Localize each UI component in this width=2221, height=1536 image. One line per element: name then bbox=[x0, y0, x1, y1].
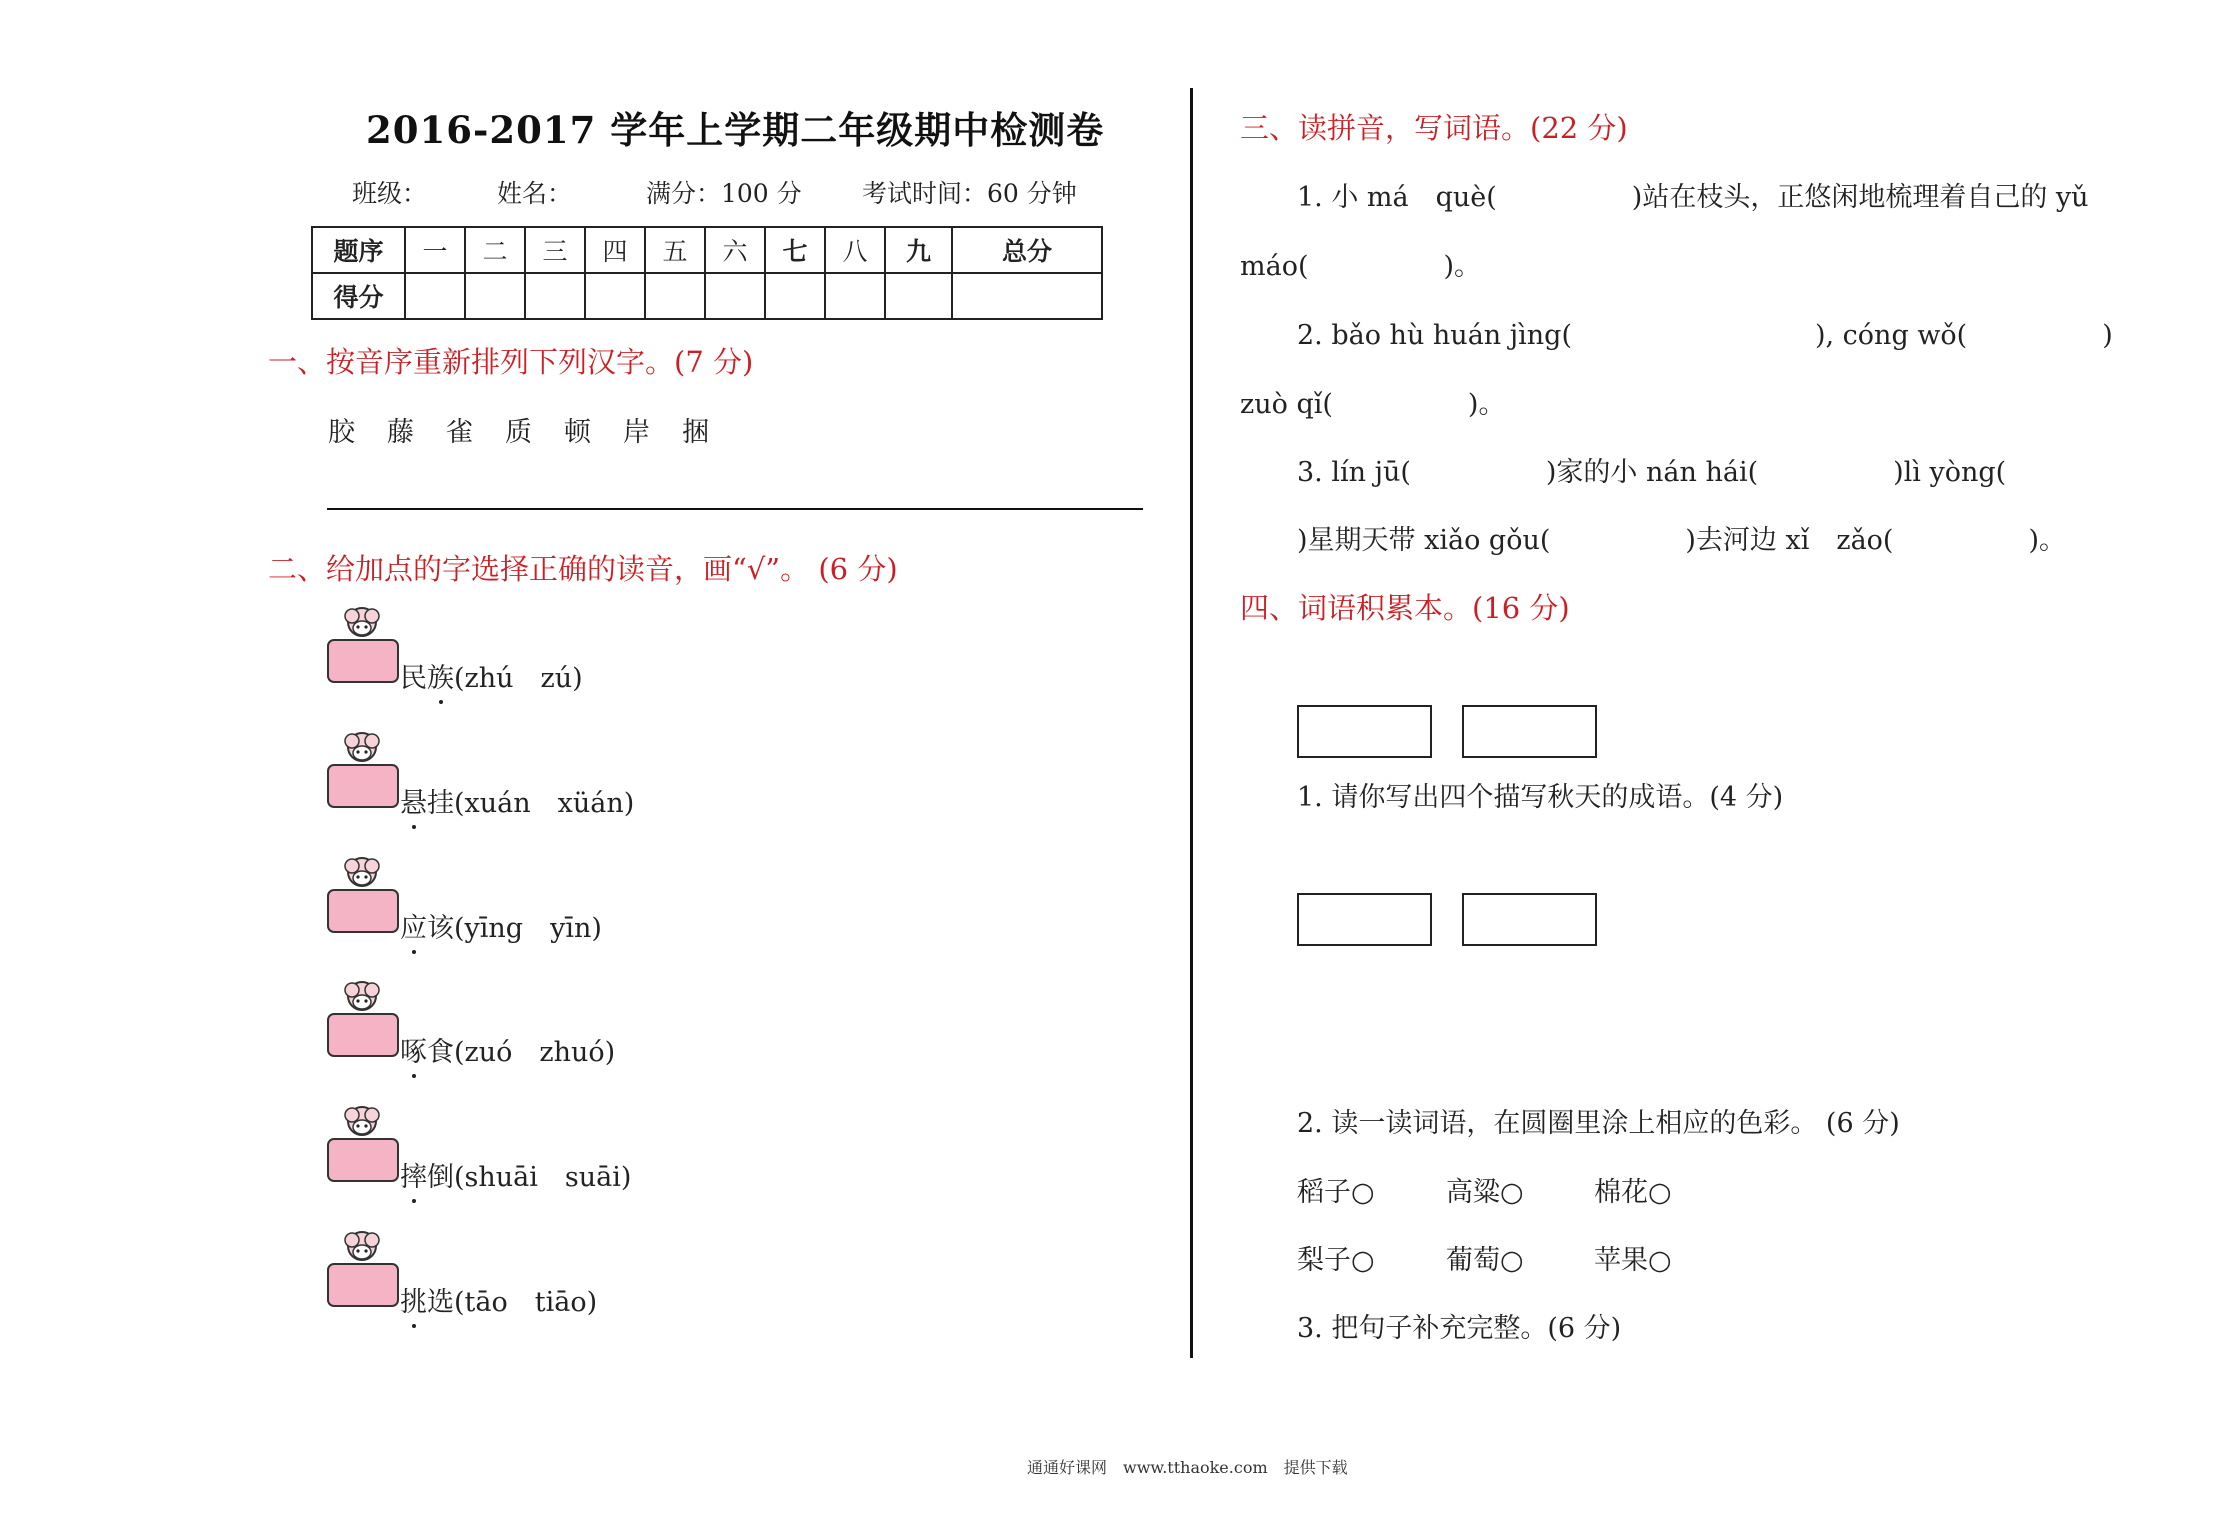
char-after: 选 bbox=[427, 1287, 454, 1318]
char-after: 挂 bbox=[427, 788, 454, 819]
sheep-sign-icon bbox=[326, 1105, 400, 1185]
pinyin-item bbox=[400, 656, 583, 695]
pinyin-item bbox=[400, 1030, 615, 1069]
score-table-row-score bbox=[312, 273, 1102, 319]
section1-chars bbox=[328, 410, 741, 449]
score-cell[interactable] bbox=[645, 273, 705, 319]
pinyin-options[interactable]: (zhú zú) bbox=[454, 663, 583, 694]
footer-text: 通通好课网 www.tthaoke.com 提供下载 bbox=[1027, 1458, 1348, 1477]
section1-heading: 一、按音序重新排列下列汉字。(7 分) bbox=[268, 345, 754, 379]
idiom-box[interactable] bbox=[1297, 705, 1432, 758]
idiom-box[interactable] bbox=[1462, 893, 1597, 946]
pinyin-options[interactable]: (shuāi suāi) bbox=[454, 1162, 632, 1193]
dotted-char: 挑 bbox=[400, 1280, 427, 1319]
score-cell[interactable] bbox=[705, 273, 765, 319]
dotted-char: 应 bbox=[400, 906, 427, 945]
word-item[interactable]: 高粱○ bbox=[1446, 1177, 1524, 1208]
score-cell-total[interactable] bbox=[952, 273, 1102, 319]
exam-time: 考试时间：60 分钟 bbox=[862, 179, 1077, 208]
char-before: 民 bbox=[400, 663, 427, 694]
pinyin-options[interactable]: (zuó zhuó) bbox=[454, 1037, 616, 1068]
word-item[interactable]: 葡萄○ bbox=[1446, 1245, 1524, 1276]
score-cell[interactable] bbox=[585, 273, 645, 319]
sheep-sign-icon bbox=[326, 1230, 400, 1310]
section3-line-1[interactable]: 1. 小 má què( )站在枝头，正悠闲地梳理着自己的 yǔ bbox=[1297, 182, 2089, 213]
score-cell[interactable] bbox=[765, 273, 825, 319]
section3-line-3[interactable]: 2. bǎo hù huán jìng( ), cóng wǒ( ) bbox=[1297, 320, 2113, 351]
col-4: 四 bbox=[585, 227, 645, 273]
sheep-sign-icon bbox=[326, 731, 400, 811]
pinyin-options[interactable]: (xuán xüán) bbox=[454, 788, 635, 819]
section4-question-2: 2. 读一读词语，在圆圈里涂上相应的色彩。 (6 分) bbox=[1297, 1108, 1900, 1139]
section2-heading: 二、给加点的字选择正确的读音，画“√”。 (6 分) bbox=[268, 552, 898, 586]
score-cell[interactable] bbox=[885, 273, 952, 319]
dotted-char: 摔 bbox=[400, 1155, 427, 1194]
char-item: 雀 bbox=[446, 417, 473, 448]
char-item: 藤 bbox=[387, 417, 414, 448]
page-title: 2016-2017 学年上学期二年级期中检测卷 bbox=[366, 108, 1105, 152]
idiom-box[interactable] bbox=[1462, 705, 1597, 758]
pinyin-options[interactable]: (yīng yīn) bbox=[454, 913, 602, 944]
col-7: 七 bbox=[765, 227, 825, 273]
dotted-char: 悬 bbox=[400, 781, 427, 820]
word-item[interactable]: 苹果○ bbox=[1594, 1245, 1672, 1276]
pinyin-item bbox=[400, 1280, 597, 1319]
col-8: 八 bbox=[825, 227, 885, 273]
class-label: 班级： bbox=[352, 179, 428, 208]
score-table bbox=[311, 226, 1103, 320]
col-9: 九 bbox=[885, 227, 952, 273]
pinyin-item bbox=[400, 781, 634, 820]
section4-question-3: 3. 把句子补充完整。(6 分) bbox=[1297, 1313, 1622, 1344]
score-cell[interactable] bbox=[465, 273, 525, 319]
section4-question-1: 1. 请你写出四个描写秋天的成语。(4 分) bbox=[1297, 782, 1784, 813]
word-item[interactable]: 稻子○ bbox=[1297, 1177, 1375, 1208]
char-item: 岸 bbox=[623, 417, 650, 448]
col-1: 一 bbox=[405, 227, 465, 273]
pinyin-options[interactable]: (tāo tiāo) bbox=[454, 1287, 598, 1318]
full-score: 满分：100 分 bbox=[646, 179, 802, 208]
char-item: 质 bbox=[505, 417, 532, 448]
column-divider bbox=[1190, 88, 1193, 1358]
word-item[interactable]: 棉花○ bbox=[1594, 1177, 1672, 1208]
score-cell[interactable] bbox=[525, 273, 585, 319]
char-after: 倒 bbox=[427, 1162, 454, 1193]
row-label-order: 题序 bbox=[312, 227, 405, 273]
pinyin-item bbox=[400, 906, 602, 945]
section4-heading: 四、词语积累本。(16 分) bbox=[1240, 591, 1570, 625]
section3-line-6[interactable]: )星期天带 xiǎo gǒu( )去河边 xǐ zǎo( )。 bbox=[1297, 525, 2066, 556]
section3-line-5[interactable]: 3. lín jū( )家的小 nán hái( )lì yòng( bbox=[1297, 457, 2007, 488]
score-cell[interactable] bbox=[405, 273, 465, 319]
score-table-row-header bbox=[312, 227, 1102, 273]
dotted-char: 啄 bbox=[400, 1030, 427, 1069]
section3-heading: 三、读拼音，写词语。(22 分) bbox=[1240, 111, 1628, 145]
char-item: 胶 bbox=[328, 417, 355, 448]
char-item: 捆 bbox=[682, 417, 709, 448]
char-item: 顿 bbox=[564, 417, 591, 448]
word-item[interactable]: 梨子○ bbox=[1297, 1245, 1375, 1276]
row-label-score: 得分 bbox=[312, 273, 405, 319]
dotted-char: 族 bbox=[427, 656, 454, 695]
answer-line[interactable] bbox=[327, 508, 1143, 510]
pinyin-item bbox=[400, 1155, 631, 1194]
idiom-box[interactable] bbox=[1297, 893, 1432, 946]
char-after: 该 bbox=[427, 913, 454, 944]
section3-line-4[interactable]: zuò qǐ( )。 bbox=[1240, 389, 1506, 420]
sheep-sign-icon bbox=[326, 856, 400, 936]
col-total: 总分 bbox=[952, 227, 1102, 273]
sheep-sign-icon bbox=[326, 980, 400, 1060]
col-6: 六 bbox=[705, 227, 765, 273]
col-3: 三 bbox=[525, 227, 585, 273]
col-2: 二 bbox=[465, 227, 525, 273]
col-5: 五 bbox=[645, 227, 705, 273]
score-cell[interactable] bbox=[825, 273, 885, 319]
sheep-sign-icon bbox=[326, 606, 400, 686]
name-label: 姓名： bbox=[497, 179, 573, 208]
section3-line-2[interactable]: máo( )。 bbox=[1240, 251, 1482, 282]
char-after: 食 bbox=[427, 1037, 454, 1068]
